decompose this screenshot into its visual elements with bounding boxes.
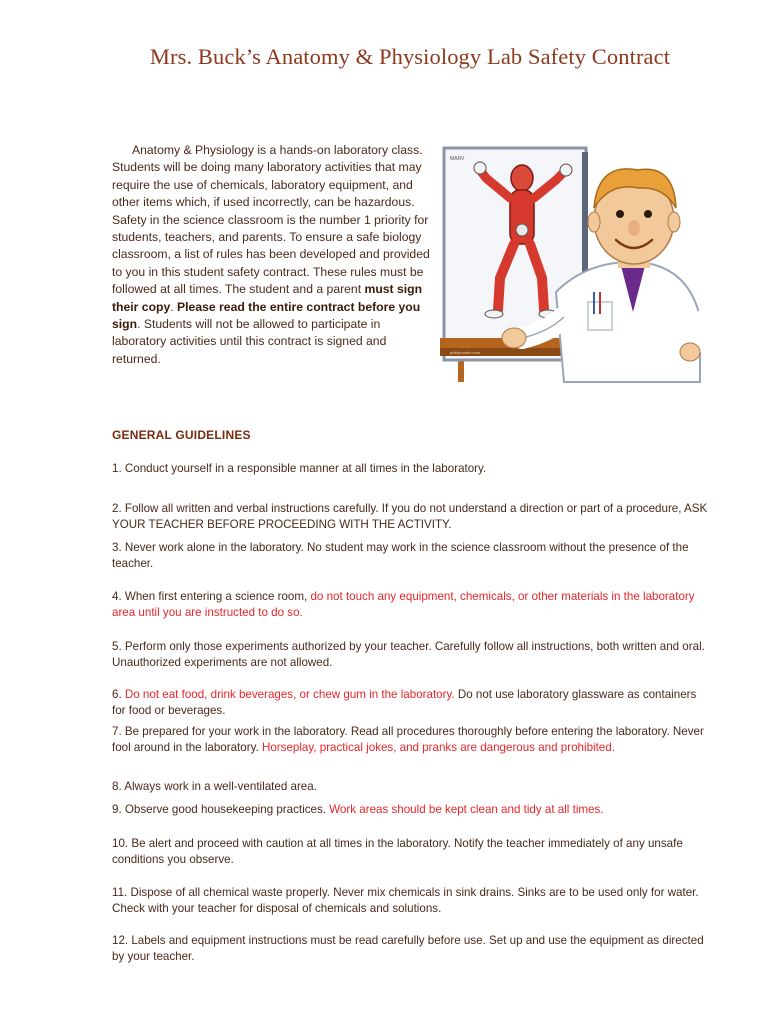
intro-bold-2: Please read the entire contract before you sign — [112, 299, 421, 332]
intro-text-2: . Students will not be allowed to participate in laboratory activities until this contract is signed and returned. — [112, 317, 387, 366]
rule-9-emphasis: Work areas should be kept clean and tidy at all times. — [329, 803, 604, 816]
rule-4-text: 4. When first entering a science room, — [112, 590, 311, 603]
board-footer: phillipmartin.com — [450, 350, 481, 355]
rule-7 — [112, 724, 712, 757]
teacher-with-anatomy-chart-illustration — [438, 142, 708, 390]
rule-10: 10. Be alert and proceed with caution at all times in the laboratory. Notify the teacher immediately of any unsafe conditions you observe. — [112, 837, 683, 867]
rule-6 — [112, 687, 712, 720]
rule-1: 1. Conduct yourself in a responsible manner at all times in the laboratory. — [112, 462, 487, 475]
board-label: MARV — [450, 156, 465, 162]
rule-11: 11. Dispose of all chemical waste properly. Never mix chemicals in sink drains. Sinks are to be used only for water. Check with your teacher for disposal of chemicals and solutions. — [112, 886, 699, 916]
rule-6-prefix: 6. — [112, 688, 125, 701]
section-heading-general-guidelines: GENERAL GUIDELINES — [112, 428, 251, 442]
rule-6-emphasis: Do not eat food, drink beverages, or chew gum in the laboratory. — [124, 688, 455, 701]
rule-3: 3. Never work alone in the laboratory. No student may work in the science classroom without the presence of the teacher. — [112, 541, 689, 571]
rule-4-emphasis: do not touch any equipment, chemicals, or other materials in the laboratory area until you are instructed to do so. — [112, 590, 695, 620]
rule-6-text: Do not use laboratory glassware as containers for food or beverages. — [112, 688, 697, 718]
rule-4 — [112, 589, 712, 622]
intro-text-1: Anatomy & Physiology is a hands-on laboratory class. Students will be doing many laboratory activities that may require the use of chemicals, laboratory equipment, and other items which, if used incorrectly, can be hazardous. Safety in the science classroom is the number 1 priority for students, teachers, and parents. To ensure a safe biology classroom, a list of rules has been developed and provided to you in this student safety contract. These rules must be followed at all times. The student and a parent — [112, 143, 430, 297]
rule-7-text: 7. Be prepared for your work in the laboratory. Read all procedures thoroughly before entering the laboratory. Never fool around in the laboratory. — [112, 725, 704, 755]
rule-2: 2. Follow all written and verbal instructions carefully. If you do not understand a direction or part of a procedure, ASK YOUR TEACHER BEFORE PROCEEDING WITH THE ACTIVITY. — [112, 502, 708, 532]
rule-8: 8. Always work in a well-ventilated area. — [112, 780, 317, 793]
intro-paragraph — [112, 142, 432, 368]
intro-text-mid: . — [170, 299, 178, 314]
rule-7-emphasis: Horseplay, practical jokes, and pranks are dangerous and prohibited. — [261, 741, 615, 755]
rule-9-text: 9. Observe good housekeeping practices. — [112, 803, 330, 816]
rule-9 — [112, 802, 712, 818]
rule-12: 12. Labels and equipment instructions must be read carefully before use. Set up and use the equipment as directed by your teacher. — [112, 934, 704, 964]
intro-bold-1: must sign their copy — [112, 282, 423, 314]
page-title: Mrs. Buck’s Anatomy & Physiology Lab Safety Contract — [149, 44, 671, 69]
rule-5: 5. Perform only those experiments authorized by your teacher. Carefully follow all instructions, both written and oral. Unauthorized experiments are not allowed. — [112, 640, 705, 670]
